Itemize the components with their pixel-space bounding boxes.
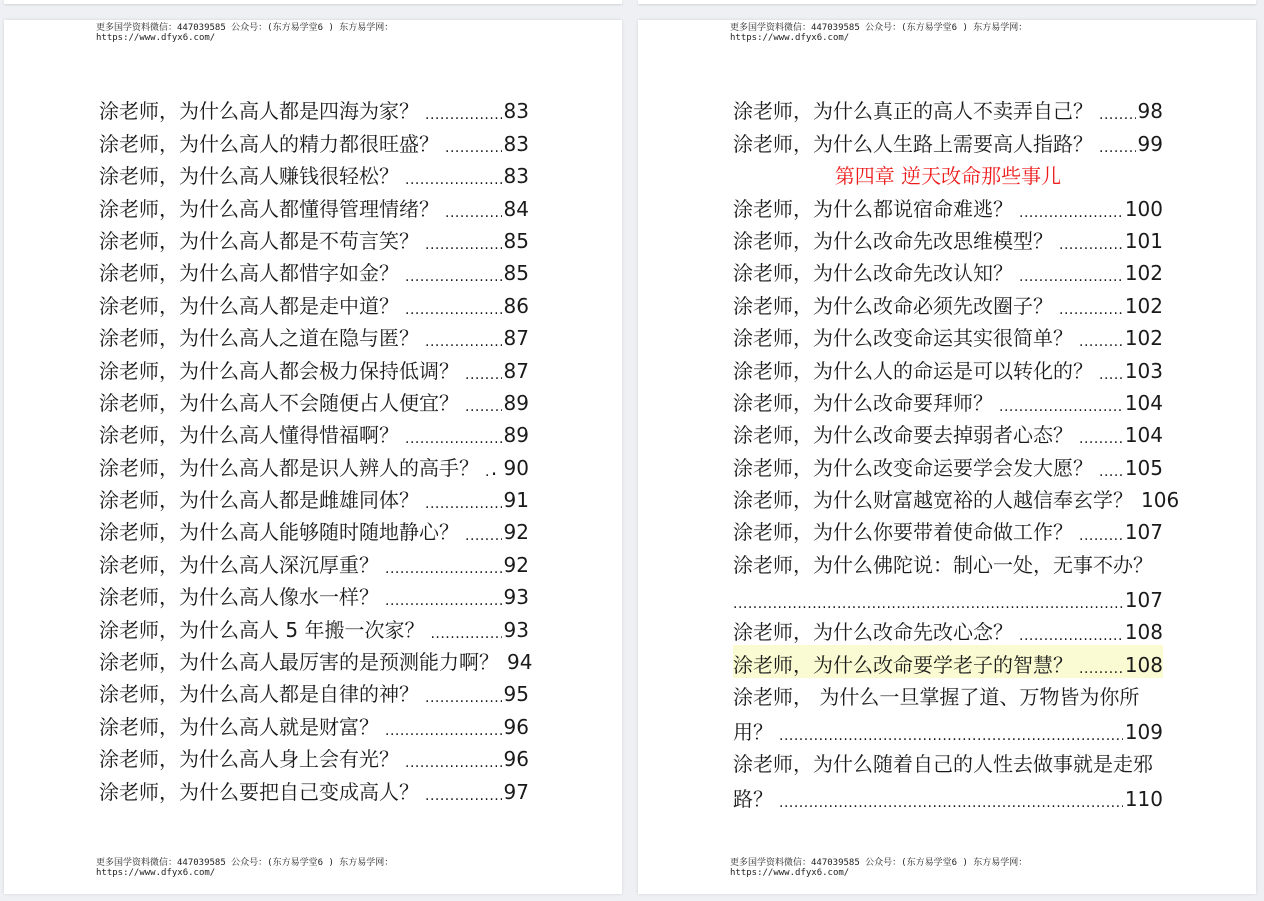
toc-entry[interactable] — [99, 254, 529, 286]
toc-page-number: 108 — [1124, 620, 1163, 645]
toc-entry[interactable] — [733, 222, 1163, 254]
toc-entry[interactable] — [733, 513, 1163, 545]
toc-page-number: . 90 — [490, 455, 529, 480]
toc-page-number: 96 — [503, 747, 529, 772]
toc-entry-text: 涂老师，为什么财富越宽裕的人越信奉玄学？ — [733, 488, 1133, 513]
toc-page-number: 97 — [503, 779, 529, 804]
header-line-2: https://www.dfyx6.com/ — [96, 33, 216, 43]
toc-entry[interactable] — [99, 286, 529, 318]
toc-entry[interactable] — [733, 545, 1163, 577]
toc-page-number: 93 — [503, 585, 529, 610]
toc-entry[interactable] — [733, 678, 1163, 710]
toc-entry-text: 用？ — [733, 720, 773, 745]
toc-page-number: 102 — [1124, 293, 1163, 318]
footer-line-2: https://www.dfyx6.com/ — [96, 868, 216, 878]
toc-entry-text: 涂老师，为什么高人都是识人辨人的高手？ — [99, 455, 479, 480]
toc-entry[interactable] — [99, 481, 529, 513]
toc-entry-text: 涂老师，为什么高人都懂得管理情绪？ — [99, 196, 439, 221]
toc-entry-text: 涂老师，为什么高人都是四海为家？ — [99, 99, 419, 124]
leader-dots — [405, 293, 502, 319]
toc-page-number: 102 — [1124, 261, 1163, 286]
toc-entry-text: 涂老师，为什么改命必须先改圈子？ — [733, 293, 1053, 318]
leader-dots — [405, 422, 502, 448]
toc-page-number: 100 — [1124, 196, 1163, 221]
toc-entry[interactable] — [99, 740, 529, 772]
toc-entry[interactable] — [99, 351, 529, 383]
toc-entry-text: 涂老师，为什么高人的精力都很旺盛？ — [99, 131, 439, 156]
toc-entry-text: 涂老师，为什么高人之道在隐与匿？ — [99, 326, 419, 351]
toc-entry-text: 涂老师，为什么高人都是不苟言笑？ — [99, 228, 419, 253]
toc-entry[interactable] — [99, 222, 529, 254]
toc-entry[interactable] — [99, 513, 529, 545]
leader-dots — [999, 390, 1123, 416]
toc-page-number: 85 — [503, 228, 529, 253]
toc-entry[interactable] — [99, 707, 529, 739]
toc-entry-text: 涂老师，为什么改命先改心念？ — [733, 620, 1013, 645]
leader-dots — [779, 719, 1123, 745]
toc-page-number: 101 — [1124, 228, 1163, 253]
toc-entry-text: 涂老师，为什么改命要学老子的智慧？ — [733, 652, 1073, 677]
footer-line-1: 更多国学资料微信：447039585 公众号：(东方易学堂6 ) 东方易学网： — [730, 858, 1028, 868]
footer-line-2: https://www.dfyx6.com/ — [730, 868, 850, 878]
leader-dots — [1099, 131, 1136, 157]
toc-entry[interactable] — [733, 448, 1163, 480]
header-line-1: 更多国学资料微信：447039585 公众号：(东方易学堂6 ) 东方易学网： — [730, 23, 1028, 33]
toc-entry[interactable] — [99, 124, 529, 156]
leader-dots — [1099, 358, 1123, 384]
leader-dots — [1099, 98, 1136, 124]
header-line-1: 更多国学资料微信：447039585 公众号：(东方易学堂6 ) 东方易学网： — [96, 23, 394, 33]
leader-dots — [465, 390, 502, 416]
toc-entry-text: 涂老师，为什么要把自己变成高人？ — [99, 779, 419, 804]
toc-page-number: 103 — [1124, 358, 1163, 383]
leader-dots — [445, 196, 502, 222]
toc-entry[interactable] — [733, 92, 1163, 124]
leader-dots — [405, 746, 502, 772]
toc-entry-text: 涂老师，为什么你要带着使命做工作？ — [733, 520, 1073, 545]
leader-dots — [1059, 293, 1123, 319]
toc-page-number: 89 — [503, 390, 529, 415]
leader-dots — [1059, 228, 1123, 254]
toc-entry[interactable] — [733, 384, 1163, 416]
leader-dots — [405, 163, 502, 189]
toc-page-number: 109 — [1124, 720, 1163, 745]
toc-page-number: 93 — [503, 617, 529, 642]
toc-entry-continuation[interactable] — [733, 710, 1163, 745]
leader-dots — [1019, 619, 1123, 645]
toc-entry[interactable] — [733, 351, 1163, 383]
leader-dots — [1079, 519, 1123, 545]
leader-dots — [733, 587, 1123, 613]
toc-page-number: 92 — [503, 520, 529, 545]
toc-page-number: 87 — [503, 358, 529, 383]
toc-entry[interactable] — [733, 189, 1163, 221]
page-header — [730, 23, 1027, 43]
leader-dots — [485, 455, 489, 481]
toc-page-number: 104 — [1124, 390, 1163, 415]
table-of-contents — [99, 92, 533, 805]
toc-entry-text: 路？ — [733, 787, 773, 812]
toc-entry-text: 涂老师，为什么高人就是财富？ — [99, 714, 379, 739]
leader-dots — [465, 519, 502, 545]
leader-dots — [385, 714, 502, 740]
toc-page-number: 105 — [1124, 455, 1163, 480]
toc-entry[interactable] — [733, 481, 1180, 513]
toc-page-number: 94 — [507, 650, 533, 675]
chapter-heading: 第四章 逆天改命那些事儿 — [834, 164, 1062, 189]
toc-entry[interactable] — [99, 157, 529, 189]
toc-entry-text: 涂老师，为什么都说宿命难逃？ — [733, 196, 1013, 221]
leader-dots — [1079, 422, 1123, 448]
toc-entry[interactable] — [99, 92, 529, 124]
footer-line-1: 更多国学资料微信：447039585 公众号：(东方易学堂6 ) 东方易学网： — [96, 858, 394, 868]
toc-entry[interactable] — [99, 675, 529, 707]
leader-dots — [405, 260, 502, 286]
leader-dots — [1019, 260, 1123, 286]
toc-page-number: 104 — [1124, 423, 1163, 448]
toc-page-number: 110 — [1124, 787, 1163, 812]
toc-entry-text: 涂老师，为什么高人都惜字如金？ — [99, 261, 399, 286]
toc-entry-text: 涂老师，为什么佛陀说：制心一处，无事不办？ — [733, 552, 1153, 577]
toc-page-number: 83 — [503, 99, 529, 124]
toc-entry[interactable] — [733, 745, 1163, 777]
toc-entry[interactable] — [733, 286, 1163, 318]
toc-page-number: 86 — [503, 293, 529, 318]
toc-page-number: 99 — [1137, 131, 1163, 156]
toc-entry[interactable] — [733, 319, 1163, 351]
toc-page-number: 84 — [503, 196, 529, 221]
toc-entry-text: 涂老师，为什么改命要去掉弱者心态？ — [733, 423, 1073, 448]
toc-entry-text: 涂老师，为什么高人 5 年搬一次家？ — [99, 617, 425, 642]
toc-page-number: 87 — [503, 326, 529, 351]
toc-page-number: 91 — [503, 488, 529, 513]
table-of-contents — [733, 92, 1180, 812]
toc-entry-text: 涂老师，为什么人生路上需要高人指路？ — [733, 131, 1093, 156]
toc-entry-text: 涂老师，为什么高人像水一样？ — [99, 585, 379, 610]
toc-entry-text: 涂老师，为什么人的命运是可以转化的？ — [733, 358, 1093, 383]
toc-entry-text: 涂老师，为什么高人最厉害的是预测能力啊？ — [99, 650, 499, 675]
leader-dots — [779, 786, 1123, 812]
toc-entry-text: 涂老师，为什么改命先改认知？ — [733, 261, 1013, 286]
document-page-left — [4, 20, 622, 894]
toc-entry-continuation[interactable] — [733, 578, 1163, 613]
leader-dots — [445, 131, 502, 157]
leader-dots — [1019, 196, 1123, 222]
leader-dots — [1079, 325, 1123, 351]
leader-dots — [465, 358, 502, 384]
toc-entry-text: 涂老师，为什么高人懂得惜福啊？ — [99, 423, 399, 448]
toc-entry-text: 涂老师，为什么改变命运其实很简单？ — [733, 326, 1073, 351]
toc-entry[interactable] — [99, 610, 529, 642]
toc-entry[interactable] — [99, 319, 529, 351]
toc-entry-text: 涂老师，为什么改变命运要学会发大愿？ — [733, 455, 1093, 480]
toc-entry[interactable] — [733, 254, 1163, 286]
toc-entry-text: 涂老师，为什么改命先改思维模型？ — [733, 228, 1053, 253]
toc-page-number: 83 — [503, 131, 529, 156]
toc-entry-text: 涂老师，为什么高人都会极力保持低调？ — [99, 358, 459, 383]
toc-entry[interactable] — [733, 416, 1163, 448]
leader-dots — [425, 681, 502, 707]
toc-page-number: 85 — [503, 261, 529, 286]
toc-entry[interactable] — [733, 613, 1163, 645]
previous-page-edge-left — [4, 0, 622, 4]
toc-entry[interactable] — [99, 189, 529, 221]
toc-entry-text: 涂老师，为什么高人都是走中道？ — [99, 293, 399, 318]
toc-entry-text: 涂老师，为什么高人身上会有光？ — [99, 747, 399, 772]
page-header — [96, 23, 393, 43]
toc-entry-continuation[interactable] — [733, 777, 1163, 812]
toc-entry[interactable] — [99, 578, 529, 610]
toc-entry-text: 涂老师，为什么高人深沉厚重？ — [99, 552, 379, 577]
leader-dots — [425, 325, 502, 351]
toc-page-number: 108 — [1124, 652, 1163, 677]
toc-entry-text: 涂老师，为什么高人能够随时随地静心？ — [99, 520, 459, 545]
toc-entry[interactable] — [99, 384, 529, 416]
leader-dots — [385, 584, 502, 610]
toc-page-number: 107 — [1124, 520, 1163, 545]
leader-dots — [425, 98, 502, 124]
toc-page-number: 106 — [1141, 488, 1180, 513]
leader-dots — [430, 617, 501, 643]
toc-entry[interactable] — [99, 416, 529, 448]
toc-entry-text: 涂老师，为什么高人赚钱很轻松？ — [99, 164, 399, 189]
toc-entry-text: 涂老师，为什么真正的高人不卖弄自己？ — [733, 99, 1093, 124]
toc-page-number: 107 — [1124, 587, 1163, 612]
leader-dots — [425, 487, 502, 513]
toc-entry[interactable] — [99, 772, 529, 804]
previous-page-edge-right — [638, 0, 1256, 4]
toc-page-number: 96 — [503, 714, 529, 739]
document-page-right — [638, 20, 1256, 894]
leader-dots — [1099, 455, 1123, 481]
toc-entry[interactable] — [733, 124, 1163, 156]
toc-entry[interactable] — [99, 545, 529, 577]
toc-page-number: 83 — [503, 164, 529, 189]
toc-page-number: 89 — [503, 423, 529, 448]
toc-page-number: 92 — [503, 552, 529, 577]
toc-entry-text: 涂老师，为什么高人不会随便占人便宜？ — [99, 390, 459, 415]
toc-entry-text: 涂老师，为什么随着自己的人性去做事就是走邪 — [733, 752, 1153, 777]
leader-dots — [425, 779, 502, 805]
toc-entry-text: 涂老师，为什么高人都是自律的神？ — [99, 682, 419, 707]
toc-entry[interactable] — [733, 645, 1163, 677]
page-footer — [96, 858, 393, 878]
toc-entry[interactable] — [99, 448, 529, 480]
toc-page-number: 98 — [1137, 99, 1163, 124]
toc-page-number: 102 — [1124, 326, 1163, 351]
header-line-2: https://www.dfyx6.com/ — [730, 33, 850, 43]
page-footer — [730, 858, 1027, 878]
toc-entry-text: 涂老师， 为什么一旦掌握了道、万物皆为你所 — [733, 685, 1140, 710]
toc-page-number: 95 — [503, 682, 529, 707]
leader-dots — [425, 228, 502, 254]
toc-entry-text: 涂老师，为什么改命要拜师？ — [733, 390, 993, 415]
leader-dots — [385, 552, 502, 578]
toc-entry[interactable] — [99, 643, 533, 675]
toc-entry-text: 涂老师，为什么高人都是雌雄同体？ — [99, 488, 419, 513]
leader-dots — [1079, 652, 1123, 678]
